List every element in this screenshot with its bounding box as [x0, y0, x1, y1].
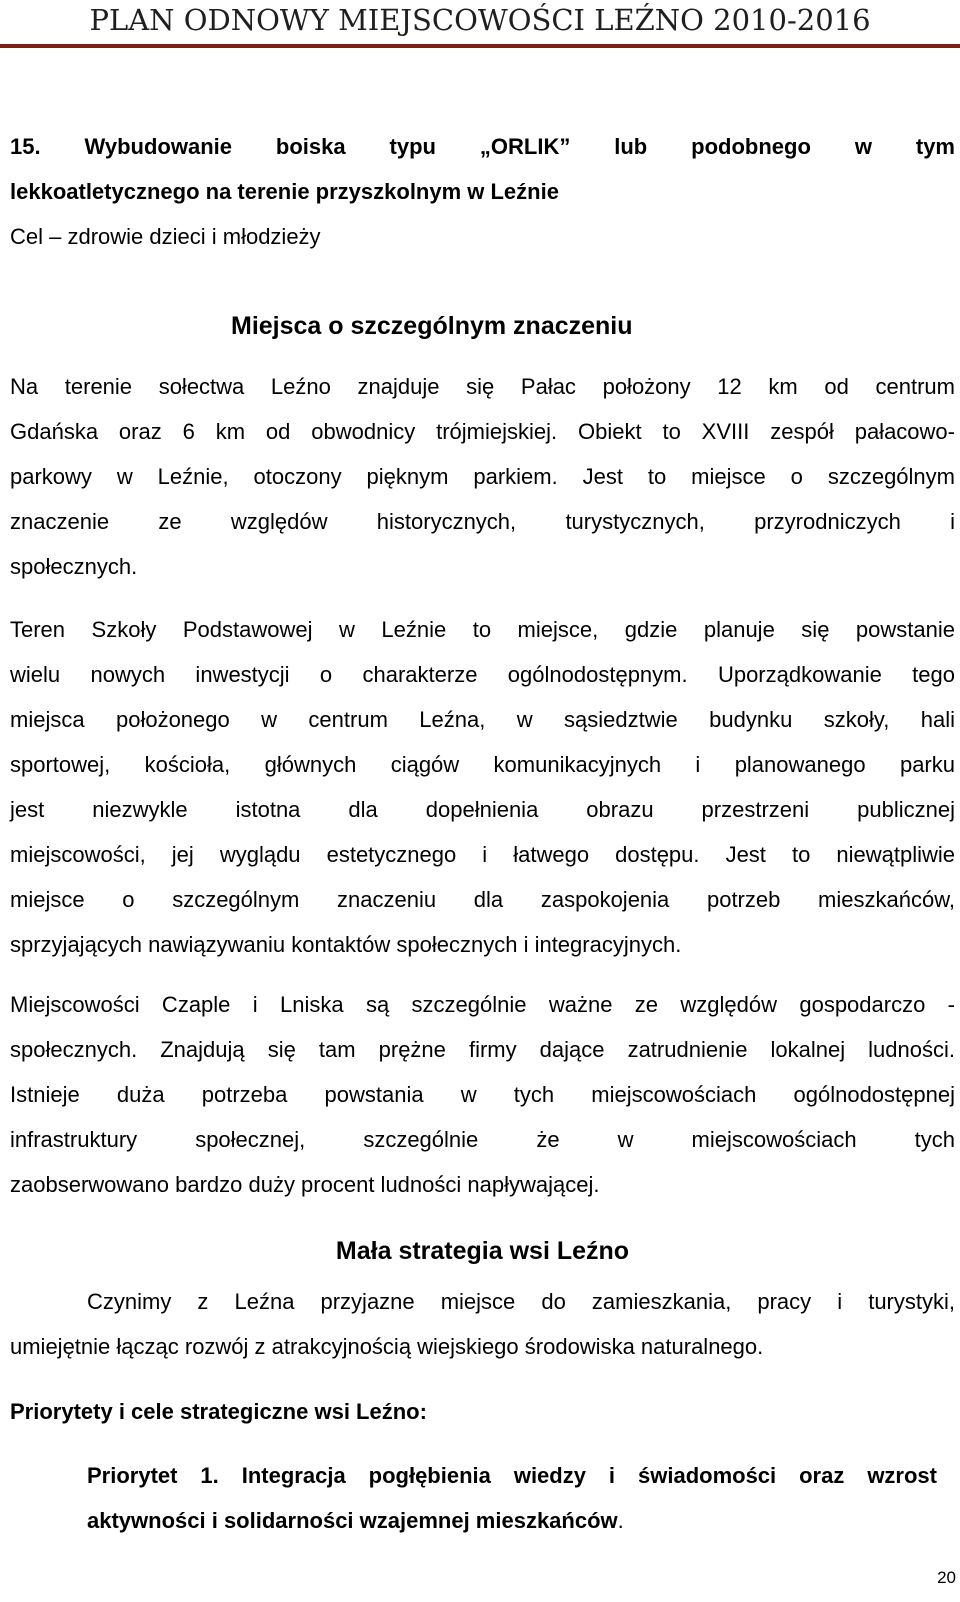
p2-line-8: sprzyjających nawiązywaniu kontaktów społecznych i integracyjnych. — [10, 932, 682, 957]
places-paragraph-1 — [10, 364, 955, 589]
strategy-line-2: umiejętnie łącząc rozwój z atrakcyjnością wiejskiego środowiska naturalnego. — [10, 1334, 764, 1359]
p2-line-4: sportowej, kościoła, głównych ciągów komunikacyjnych i planowanego parku — [10, 752, 955, 777]
p3-line-2: społecznych. Znajdują się tam prężne firmy dające zatrudnienie lokalnej ludności. — [10, 1037, 955, 1062]
p2-line-3: miejsca położonego w centrum Leźna, w sąsiedztwie budynku szkoły, hali — [10, 707, 955, 732]
p3-line-4: infrastruktury społecznej, szczególnie że w miejscowościach tych — [10, 1127, 955, 1152]
p3-line-1: Miejscowości Czaple i Lniska są szczególnie ważne ze względów gospodarczo - — [10, 992, 955, 1017]
item-15-heading — [10, 124, 955, 214]
page-header-title: PLAN ODNOWY MIEJSCOWOŚCI LEŹNO 2010-2016 — [89, 3, 871, 37]
p2-line-7: miejsce o szczególnym znaczeniu dla zaspokojenia potrzeb mieszkańców, — [10, 887, 955, 912]
strategy-heading: Mała strategia wsi Leźno — [335, 1237, 630, 1265]
p3-line-3: Istnieje duża potrzeba powstania w tych miejscowościach ogólnodostępnej — [10, 1082, 955, 1107]
places-paragraph-3 — [10, 982, 955, 1207]
header-rule — [0, 44, 960, 48]
priority-1-line-2 — [87, 1498, 937, 1543]
priority-1-line-1: Priorytet 1. Integracja pogłębienia wiedzy i świadomości oraz wzrost — [87, 1463, 937, 1488]
priority-1 — [87, 1453, 937, 1543]
places-heading-text: Miejsca o szczególnym znaczeniu — [231, 312, 633, 340]
p1-line-2: Gdańska oraz 6 km od obwodnicy trójmiejskiej. Obiekt to XVIII zespół pałacowo- — [10, 419, 955, 444]
p2-line-2: wielu nowych inwestycji o charakterze ogólnodostępnym. Uporządkowanie tego — [10, 662, 955, 687]
p1-line-4: znaczenie ze względów historycznych, turystycznych, przyrodniczych i — [10, 509, 955, 534]
p2-line-1: Teren Szkoły Podstawowej w Leźnie to miejsce, gdzie planuje się powstanie — [10, 617, 955, 642]
item-15-line-1: 15. Wybudowanie boiska typu „ORLIK” lub podobnego w tym — [10, 134, 955, 159]
priorities-heading: Priorytety i cele strategiczne wsi Leźno: — [10, 1399, 427, 1424]
page-number: 20 — [937, 1568, 956, 1587]
strategy-line-1: Czynimy z Leźna przyjazne miejsce do zamieszkania, pracy i turystyki, — [87, 1289, 955, 1314]
p1-line-3: parkowy w Leźnie, otoczony pięknym parkiem. Jest to miejsce o szczególnym — [10, 464, 955, 489]
item-15-goal: Cel – zdrowie dzieci i młodzieży — [10, 224, 321, 249]
priority-1-line-2-text: aktywności i solidarności wzajemnej mieszkańców — [87, 1508, 618, 1533]
priority-1-period: . — [617, 1508, 624, 1533]
places-paragraph-2 — [10, 607, 955, 967]
item-15-line-2: lekkoatletycznego na terenie przyszkolnym w Leźnie — [10, 179, 559, 204]
p2-line-6: miejscowości, jej wyglądu estetycznego i łatwego dostępu. Jest to niewątpliwie — [10, 842, 955, 867]
p1-line-1: Na terenie sołectwa Leźno znajduje się Pałac położony 12 km od centrum — [10, 374, 955, 399]
p2-line-5: jest niezwykle istotna dla dopełnienia obrazu przestrzeni publicznej — [10, 797, 955, 822]
p3-line-5: zaobserwowano bardzo duży procent ludności napływającej. — [10, 1172, 600, 1197]
strategy-paragraph — [10, 1279, 955, 1369]
p1-line-5: społecznych. — [10, 554, 138, 579]
